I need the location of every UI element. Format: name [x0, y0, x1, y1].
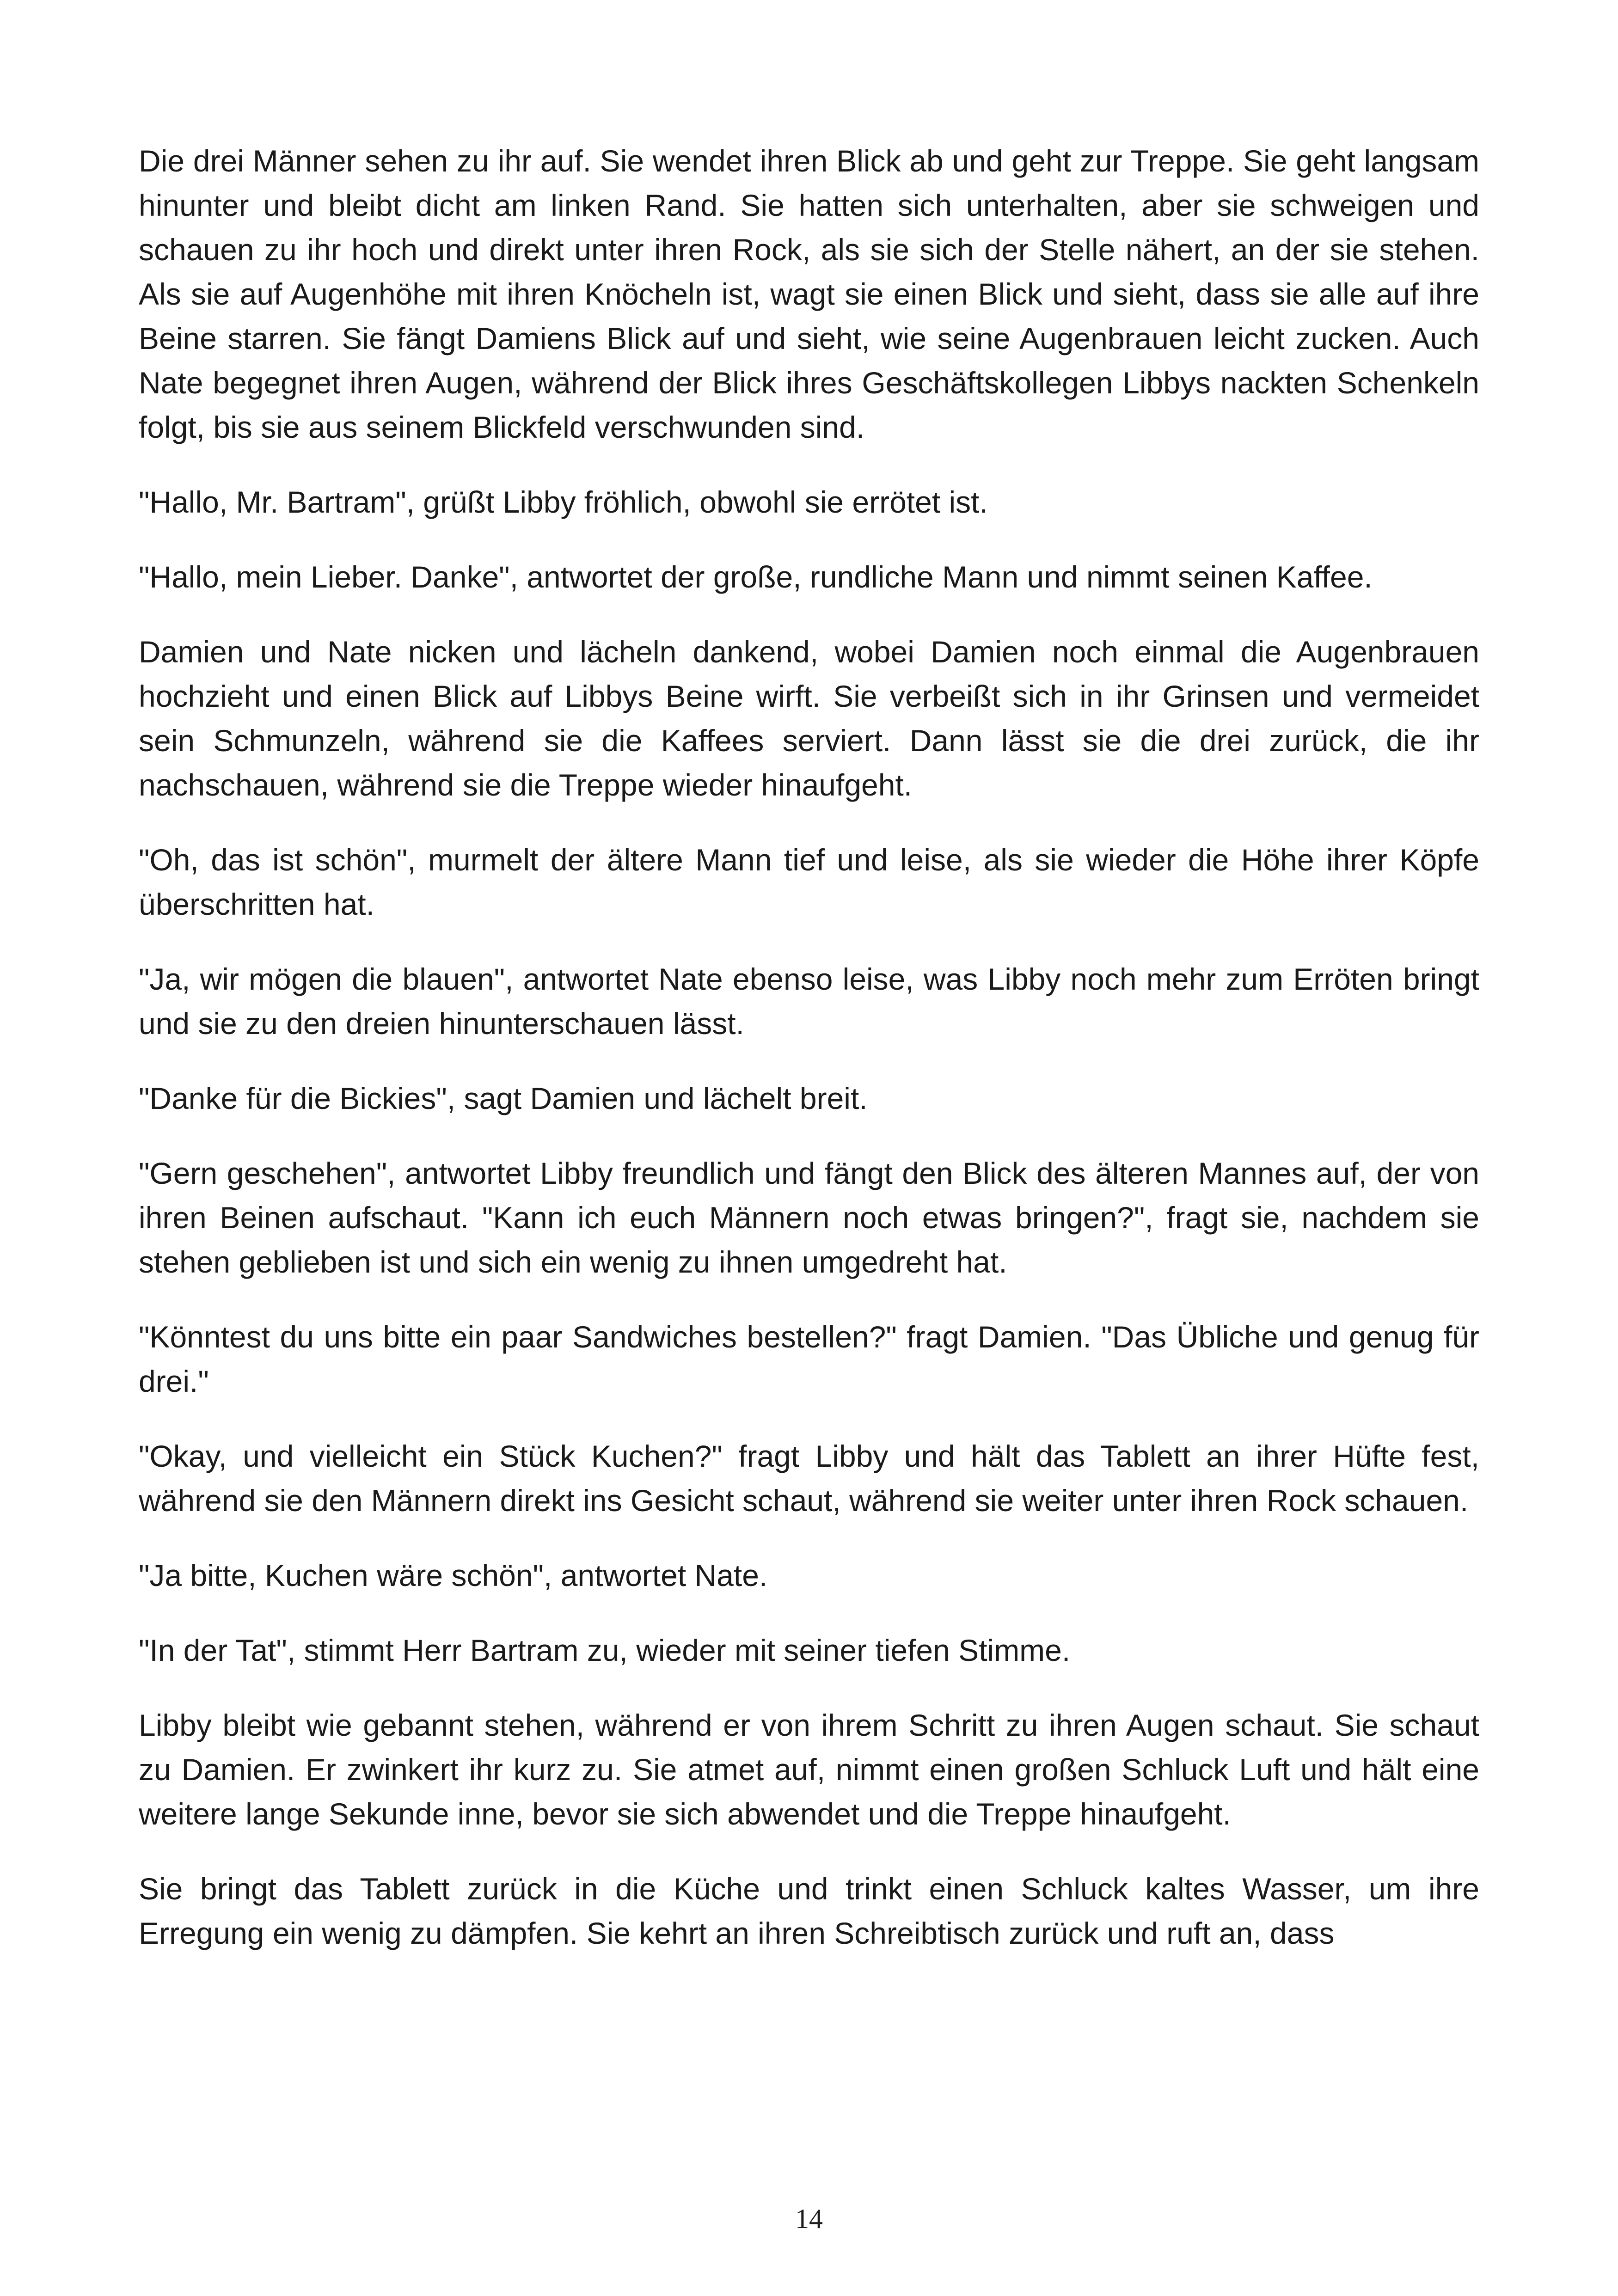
paragraph: "Danke für die Bickies", sagt Damien und lächelt breit.: [139, 1081, 868, 1115]
paragraph: Sie bringt das Tablett zurück in die Küche und trinkt einen Schluck kaltes Wasser, um ihre Erregung ein wenig zu dämpfen. Sie kehrt an ihren Schreibtisch zurück und ruft an, dass: [139, 1872, 1479, 1950]
page-number: 14: [795, 2204, 823, 2234]
paragraph: "Ja bitte, Kuchen wäre schön", antwortet Nate.: [139, 1558, 768, 1592]
paragraph: "Könntest du uns bitte ein paar Sandwiches bestellen?" fragt Damien. "Das Übliche und genug für drei.": [139, 1320, 1479, 1398]
paragraph: "Okay, und vielleicht ein Stück Kuchen?" fragt Libby und hält das Tablett an ihrer Hüfte fest, während sie den Männern direkt ins Gesicht schaut, während sie weiter unter ihren Rock schauen.: [139, 1439, 1479, 1518]
paragraph: "Ja, wir mögen die blauen", antwortet Nate ebenso leise, was Libby noch mehr zum Erröten bringt und sie zu den dreien hinunterschauen lässt.: [139, 962, 1479, 1041]
paragraph: Damien und Nate nicken und lächeln dankend, wobei Damien noch einmal die Augenbrauen hochzieht und einen Blick auf Libbys Beine wirft. Sie verbeißt sich in ihr Grinsen und vermeidet sein Schmunzeln, während sie die Kaffees serviert. Dann lässt sie die drei zurück, die ihr nachschauen, während sie die Treppe wieder hinaufgeht.: [139, 635, 1479, 802]
paragraph: "In der Tat", stimmt Herr Bartram zu, wieder mit seiner tiefen Stimme.: [139, 1633, 1071, 1667]
paragraph: Libby bleibt wie gebannt stehen, während er von ihrem Schritt zu ihren Augen schaut. Sie schaut zu Damien. Er zwinkert ihr kurz zu. Sie atmet auf, nimmt einen großen Schluck Luft und hält eine weitere lange Sekunde inne, bevor sie sich abwendet und die Treppe hinaufgeht.: [139, 1708, 1479, 1831]
paragraph: "Hallo, Mr. Bartram", grüßt Libby fröhlich, obwohl sie errötet ist.: [139, 485, 988, 519]
paragraph: "Hallo, mein Lieber. Danke", antwortet der große, rundliche Mann und nimmt seinen Kaffee.: [139, 560, 1373, 594]
paragraph: "Oh, das ist schön", murmelt der ältere Mann tief und leise, als sie wieder die Höhe ihrer Köpfe überschritten hat.: [139, 843, 1479, 921]
page-body: [139, 139, 1479, 1986]
paragraph: "Gern geschehen", antwortet Libby freundlich und fängt den Blick des älteren Mannes auf, der von ihren Beinen aufschaut. "Kann ich euch Männern noch etwas bringen?", fragt sie, nachdem sie stehen geblieben ist und sich ein wenig zu ihnen umgedreht hat.: [139, 1156, 1479, 1279]
paragraph: Die drei Männer sehen zu ihr auf. Sie wendet ihren Blick ab und geht zur Treppe. Sie geht langsam hinunter und bleibt dicht am linken Rand. Sie hatten sich unterhalten, aber sie schweigen und schauen zu ihr hoch und direkt unter ihren Rock, als sie sich der Stelle nähert, an der sie stehen. Als sie auf Augenhöhe mit ihren Knöcheln ist, wagt sie einen Blick und sieht, dass sie alle auf ihre Beine starren. Sie fängt Damiens Blick auf und sieht, wie seine Augenbrauen leicht zucken. Auch Nate begegnet ihren Augen, während der Blick ihres Geschäftskollegen Libbys nackten Schenkeln folgt, bis sie aus seinem Blickfeld verschwunden sind.: [139, 144, 1479, 444]
